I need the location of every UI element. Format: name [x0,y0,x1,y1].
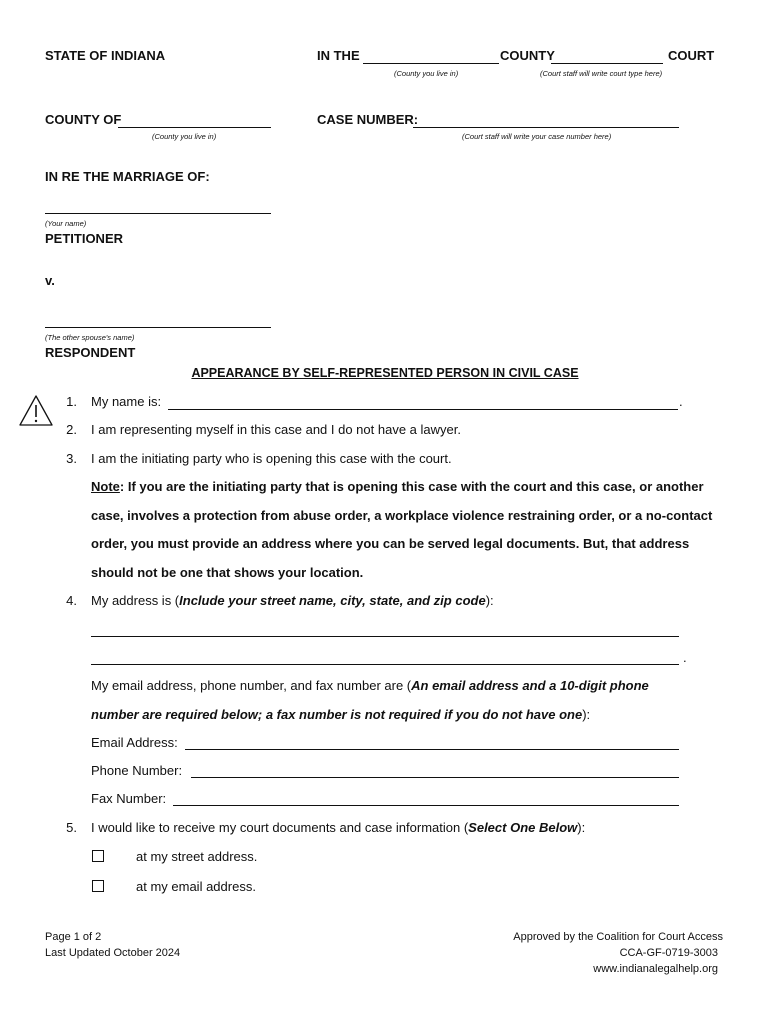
item3-number: 3. [66,451,77,466]
case-number-line[interactable] [413,127,679,128]
note-line-1-text: : If you are the initiating party that is opening this case with the court and this case, or another [119,479,704,494]
note-line-2: case, involves a protection from abuse order, a workplace violence restraining order, or a no-contact [91,508,713,523]
note-line-3: order, you must provide an address where you can be served legal documents. But, that address [91,536,690,551]
my-name-line[interactable] [168,409,678,410]
item4-text-a: My address is ( [91,593,180,608]
item2-text: I am representing myself in this case and I do not have a lawyer. [91,422,461,437]
website-link[interactable]: www.indianalegalhelp.org [593,963,718,975]
case-number-label: CASE NUMBER: [317,112,419,127]
item1-period: . [679,394,683,409]
fax-line[interactable] [173,805,679,806]
item5-number: 5. [66,820,77,835]
phone-line[interactable] [191,777,679,778]
versus-label: v. [45,273,55,288]
court-word: COURT [668,48,715,63]
warning-icon [18,394,54,428]
note-line-4: should not be one that shows your location. [91,565,364,580]
state-label: STATE OF INDIANA [45,48,166,63]
county-line[interactable] [363,63,499,64]
item5-text-a: I would like to receive my court documents and case information ( [91,820,469,835]
contact-line-2 [91,707,590,722]
street-address-checkbox[interactable] [92,850,104,862]
hint-court-type: (Court staff will write court type here) [540,69,663,78]
address-line-2[interactable] [91,664,679,665]
email-line[interactable] [185,749,679,750]
county-of-label: COUNTY OF [45,112,122,127]
item4-text-c: ): [485,593,494,608]
contact-text-c: number are required below; a fax number is not required if you do not have one [91,707,583,722]
item1-number: 1. [66,394,77,409]
hint-county-of: (County you live in) [152,132,217,141]
county-word: COUNTY [500,48,555,63]
approved-by: Approved by the Coalition for Court Access [513,931,723,943]
email-address-checkbox[interactable] [92,880,104,892]
item2-number: 2. [66,422,77,437]
item4-text-b: Include your street name, city, state, and zip code [179,593,486,608]
form-code: CCA-GF-0719-3003 [619,947,718,959]
respondent-name-line[interactable] [45,327,271,328]
item4-number: 4. [66,593,77,608]
contact-text-a: My email address, phone number, and fax number are ( [91,678,412,693]
option-street-label: at my street address. [136,849,258,864]
hint-case-number: (Court staff will write your case number here) [462,132,612,141]
address-period: . [683,650,687,665]
note-line-1 [91,479,704,494]
hint-your-name: (Your name) [45,219,87,228]
option-email-label: at my email address. [136,879,256,894]
item3-text: I am the initiating party who is opening this case with the court. [91,451,452,466]
email-label: Email Address: [91,735,178,750]
petitioner-label: PETITIONER [45,231,124,246]
fax-label: Fax Number: [91,791,167,806]
last-updated: Last Updated October 2024 [45,947,181,959]
contact-text-d: ): [582,707,591,722]
court-type-line[interactable] [551,63,663,64]
form-title: APPEARANCE BY SELF-REPRESENTED PERSON IN CIVIL CASE [191,366,579,380]
item5-text [91,820,585,835]
item1-label: My name is: [91,394,162,409]
address-line-1[interactable] [91,636,679,637]
note-label: Note [91,479,120,494]
respondent-label: RESPONDENT [45,345,136,360]
contact-text-b: An email address and a 10-digit phone [411,678,649,693]
phone-label: Phone Number: [91,763,183,778]
item5-text-b: Select One Below [468,820,578,835]
petitioner-name-line[interactable] [45,213,271,214]
item4-text [91,593,494,608]
hint-spouse: (The other spouse's name) [45,333,135,342]
hint-county: (County you live in) [394,69,459,78]
contact-line-1 [91,678,649,693]
in-re-label: IN RE THE MARRIAGE OF: [45,169,210,184]
county-of-line[interactable] [118,127,271,128]
item5-text-c: ): [577,820,586,835]
in-the-label: IN THE [317,48,360,63]
page-number: Page 1 of 2 [45,931,102,943]
